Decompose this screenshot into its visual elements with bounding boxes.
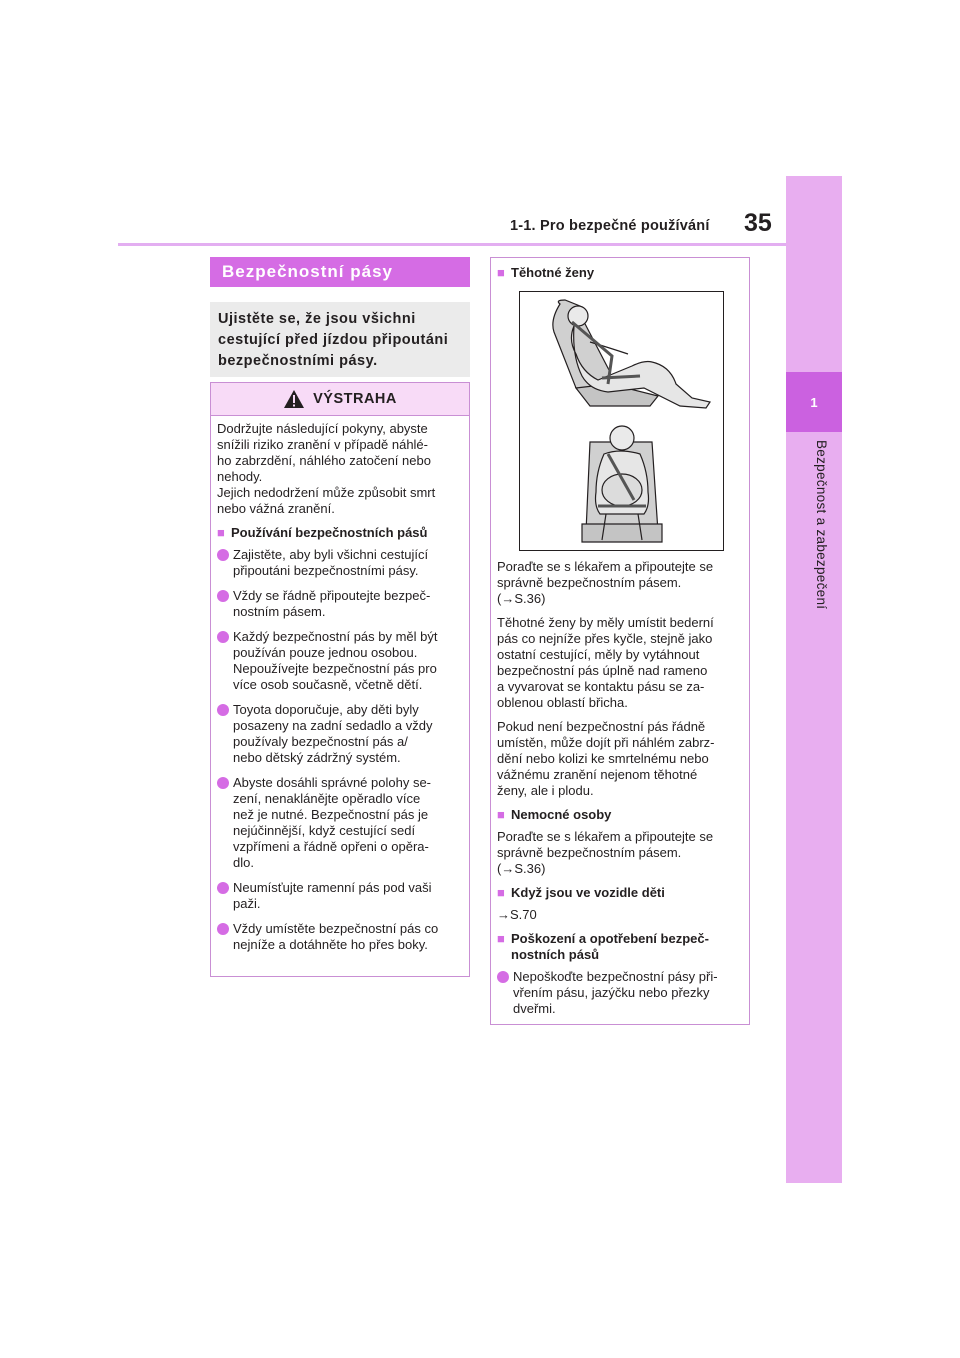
list-item <box>497 969 743 1017</box>
intro-box <box>210 302 470 377</box>
text-line: Neumísťujte ramenní pás pod vaši <box>233 880 432 895</box>
text-line: snížili riziko zranění v případě náhlé- <box>217 437 428 452</box>
warning-intro <box>217 421 463 517</box>
text-line: Vždy umístěte bezpečnostní pás co <box>233 921 439 936</box>
text-line: umístěn, může dojít při náhlém zabrz- <box>497 735 715 750</box>
chapter-title: Bezpečnost a zabezpečení <box>814 440 829 610</box>
text-line: nebo vážná zranění. <box>217 501 335 516</box>
text-line: ostatní cestující, měly by vytáhnout <box>497 647 700 662</box>
warning-subheading <box>217 525 463 541</box>
list-item <box>217 702 463 766</box>
text-line: dveřmi. <box>513 1001 556 1016</box>
list-item <box>217 880 463 912</box>
children-heading <box>497 885 743 901</box>
text-line: Nepoužívejte bezpečnostní pás pro <box>233 661 437 676</box>
text-line: používán pouze jednou osobou. <box>233 645 418 660</box>
bullet-text <box>233 629 463 693</box>
text-line: nostních pásů <box>511 947 600 962</box>
page-reference-link[interactable]: (→S.36) <box>497 861 546 876</box>
text-line: Vždy se řádně připoutejte bezpeč- <box>233 588 431 603</box>
list-item <box>217 547 463 579</box>
text-line: Dodržujte následující pokyny, abyste <box>217 421 428 436</box>
square-bullet-icon: ■ <box>497 931 505 946</box>
bullet-dot-icon <box>217 631 229 643</box>
text-line: Abyste dosáhli správné polohy se- <box>233 775 432 790</box>
text-line: nehody. <box>217 469 263 484</box>
text-line: zení, nenaklánějte opěradlo více <box>233 791 421 806</box>
subheading-text: Když jsou ve vozidle děti <box>511 885 665 900</box>
text-line: používaly bezpečnostní pás a/ <box>233 734 408 749</box>
subheading-text: Používání bezpečnostních pásů <box>231 525 428 540</box>
warning-triangle-icon <box>283 389 305 409</box>
text-line: Zajistěte, aby byli všichni cestující <box>233 547 429 562</box>
page-reference-link[interactable]: (→S.36) <box>497 591 546 606</box>
bullet-dot-icon <box>217 882 229 894</box>
text-line: vřením pásu, jazýčku nebo přezky <box>513 985 710 1000</box>
header-divider <box>118 243 790 246</box>
subheading-text: Těhotné ženy <box>511 265 595 280</box>
subheading-text: Nemocné osoby <box>511 807 612 822</box>
bullet-text <box>233 880 463 912</box>
warning-header <box>211 383 469 416</box>
damage-heading <box>497 931 743 963</box>
text-line: Toyota doporučuje, aby děti byly <box>233 702 419 717</box>
text-line: Pokud není bezpečnostní pás řádně <box>497 719 706 734</box>
text-line: Těhotné ženy by měly umístit bederní <box>497 615 714 630</box>
bullet-text <box>233 702 463 766</box>
list-item <box>217 921 463 953</box>
text-line: Každý bezpečnostní pás by měl být <box>233 629 438 644</box>
subheading-text <box>511 931 709 963</box>
section-header-title: 1-1. Pro bezpečné používání <box>510 218 710 234</box>
bullet-dot-icon <box>217 704 229 716</box>
text-line: Poškození a opotřebení bezpeč- <box>511 931 709 946</box>
text-line: nebo dětský zádržný systém. <box>233 750 401 765</box>
ill-heading <box>497 807 743 823</box>
text-line: dění nebo kolizi ke smrtelnému nebo <box>497 751 709 766</box>
chapter-number-tab[interactable]: 1 <box>786 372 842 432</box>
section-title: Bezpečnostní pásy <box>222 262 393 281</box>
text-line: dlo. <box>233 855 254 870</box>
text-line: Poraďte se s lékařem a připoutejte se <box>497 829 714 844</box>
text-line: a vyvarovat se kontaktu pásu se za- <box>497 679 705 694</box>
text-line: Jejich nedodržení může způsobit smrt <box>217 485 436 500</box>
pregnant-seatbelt-illustration <box>519 291 724 551</box>
square-bullet-icon: ■ <box>217 525 225 540</box>
pregnant-heading <box>497 265 743 281</box>
text-line: ho zabrzdění, náhlého zatočení nebo <box>217 453 431 468</box>
text-line: posazeny na zadní sedadlo a vždy <box>233 718 433 733</box>
intro-line: cestující před jízdou připoutáni <box>218 332 449 348</box>
intro-line: Ujistěte se, že jsou všichni <box>218 311 416 327</box>
text-line: než je nutné. Bezpečnostní pás je <box>233 807 429 822</box>
text-line: oblenou oblastí břicha. <box>497 695 628 710</box>
text-line: vážnému zranění nejenom těhotné <box>497 767 698 782</box>
bullet-text <box>233 588 463 620</box>
text-line: nostním pásem. <box>233 604 326 619</box>
bullet-text <box>513 969 743 1017</box>
warning-title: VÝSTRAHA <box>313 391 397 407</box>
bullet-dot-icon <box>217 923 229 935</box>
list-item <box>217 775 463 871</box>
bullet-text <box>233 775 463 871</box>
text-line: více osob současně, včetně dětí. <box>233 677 423 692</box>
text-line: Nepoškoďte bezpečnostní pásy při- <box>513 969 718 984</box>
list-item <box>217 629 463 693</box>
pregnancy-info-box <box>490 257 750 1025</box>
list-item <box>217 588 463 620</box>
seatbelt-figure-image <box>520 292 723 550</box>
bullet-dot-icon <box>217 590 229 602</box>
ill-para <box>497 829 743 877</box>
square-bullet-icon: ■ <box>497 807 505 822</box>
pregnant-para-2 <box>497 615 743 711</box>
text-line: vzpřímeni a řádně opřeni o opěra- <box>233 839 429 854</box>
section-title-bar <box>210 257 470 287</box>
text-line: pás co nejníže přes kyčle, stejně jako <box>497 631 713 646</box>
text-line: Poraďte se s lékařem a připoutejte se <box>497 559 714 574</box>
text-line: ženy, ale i plodu. <box>497 783 594 798</box>
children-reference[interactable]: →S.70 <box>497 907 537 922</box>
pregnant-para-3 <box>497 719 743 799</box>
text-line: nejníže a dotáhněte ho přes boky. <box>233 937 428 952</box>
bullet-text <box>233 921 463 953</box>
text-line: správně bezpečnostním pásem. <box>497 845 682 860</box>
text-line: paži. <box>233 896 261 911</box>
page-number: 35 <box>744 209 772 237</box>
bullet-text <box>233 547 463 579</box>
text-line: nejúčinnější, když cestující sedí <box>233 823 416 838</box>
text-line: správně bezpečnostním pásem. <box>497 575 682 590</box>
square-bullet-icon: ■ <box>497 885 505 900</box>
bullet-dot-icon <box>497 971 509 983</box>
warning-box <box>210 382 470 977</box>
text-line: připoutáni bezpečnostními pásy. <box>233 563 419 578</box>
warning-body <box>211 416 469 953</box>
chapter-side-tab <box>786 176 842 1183</box>
text-line: bezpečnostní pás úplně nad rameno <box>497 663 708 678</box>
square-bullet-icon: ■ <box>497 265 505 280</box>
bullet-dot-icon <box>217 777 229 789</box>
intro-line: bezpečnostními pásy. <box>218 353 378 369</box>
bullet-dot-icon <box>217 549 229 561</box>
pregnant-para-1 <box>497 559 743 607</box>
